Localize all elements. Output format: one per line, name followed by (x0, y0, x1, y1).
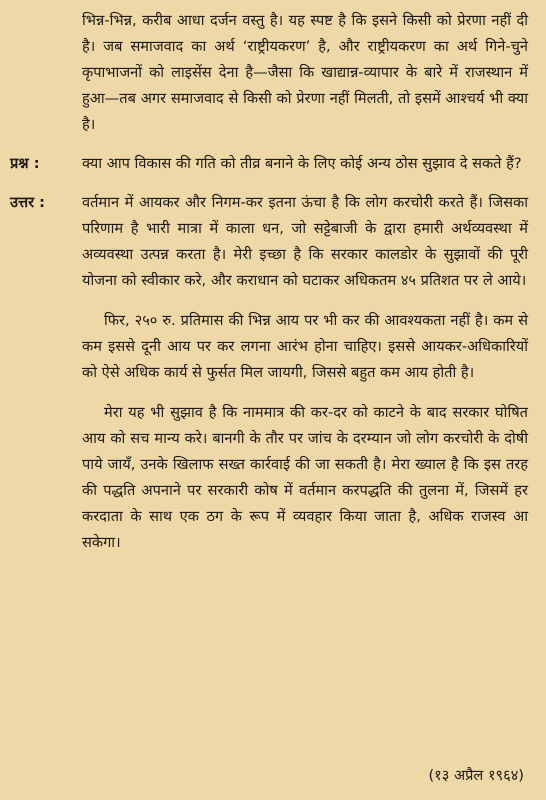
answer-paragraph-3: मेरा यह भी सुझाव है कि नाममात्र की कर-दर को काटने के बाद सरकार घोषित आय को सच मान्य करे। बानगी के तौर पर जांच के दरम्यान जो लोग करचोरी के दोषी पाये जायँ, उनके खिलाफ सख्त कार्रवाई की जा सकती है। मेरा ख्याल है कि इस तरह की पद्धति अपनाने पर सरकारी कोष में वर्तमान करपद्धति की तुलना में, जिसमें हर करदाता के साथ एक ठग के रूप में व्यवहार किया जाता है, अधिक राजस्व आ सकेगा। (82, 404, 528, 551)
question-block (10, 151, 528, 177)
question-text: क्या आप विकास की गति को तीव्र बनाने के लिए कोई अन्य ठोस सुझाव दे सकते हैं? (82, 155, 522, 172)
interview-date: (१३ अप्रैल १९६४) (428, 767, 524, 784)
answer-text (82, 190, 528, 294)
answer-label: उत्तर : (10, 194, 45, 211)
answer-paragraph-2: फिर, २५० रु. प्रतिमास की भिन्न आय पर भी कर की आवश्यकता नहीं है। कम से कम इससे दूनी आय पर कर लगना आरंभ होना चाहिए। इससे आयकर-अधिकारियों को ऐसे अधिक कार्य से फुर्सत मिल जायगी, जिससे बहुत कम आय होती है। (82, 312, 528, 381)
continuation-paragraph: भिन्न-भिन्न, करीब आधा दर्जन वस्तु है। यह स्पष्ट है कि इसने किसी को प्रेरणा नहीं दी है। जब समाजवाद का अर्थ ‘राष्ट्रीयकरण’ है, और राष्ट्रीयकरण का अर्थ गिने-चुने कृपाभाजनों को लाइसेंस देना है—जैसा कि खाद्यान्न-व्यापार के बारे में राजस्थान में हुआ—तब अगर समाजवाद से किसी को प्रेरणा नहीं मिलती, तो इसमें आश्चर्य भी क्या है। (82, 12, 528, 133)
answer-block (10, 190, 528, 294)
answer-paragraph-1: वर्तमान में आयकर और निगम-कर इतना ऊंचा है कि लोग करचोरी करते हैं। जिसका परिणाम है भारी मात्रा में काला धन, जो सट्टेबाजी के द्वारा हमारी अर्थव्यवस्था में अव्यवस्था उत्पन्न करता है। मेरी इच्छा है कि सरकार कालडोर के सुझावों की पूरी योजना को स्वीकार करे, और कराधान को घटाकर अधिकतम ४५ प्रतिशत पर ले आये। (82, 194, 528, 289)
question-label: प्रश्न : (10, 155, 40, 172)
